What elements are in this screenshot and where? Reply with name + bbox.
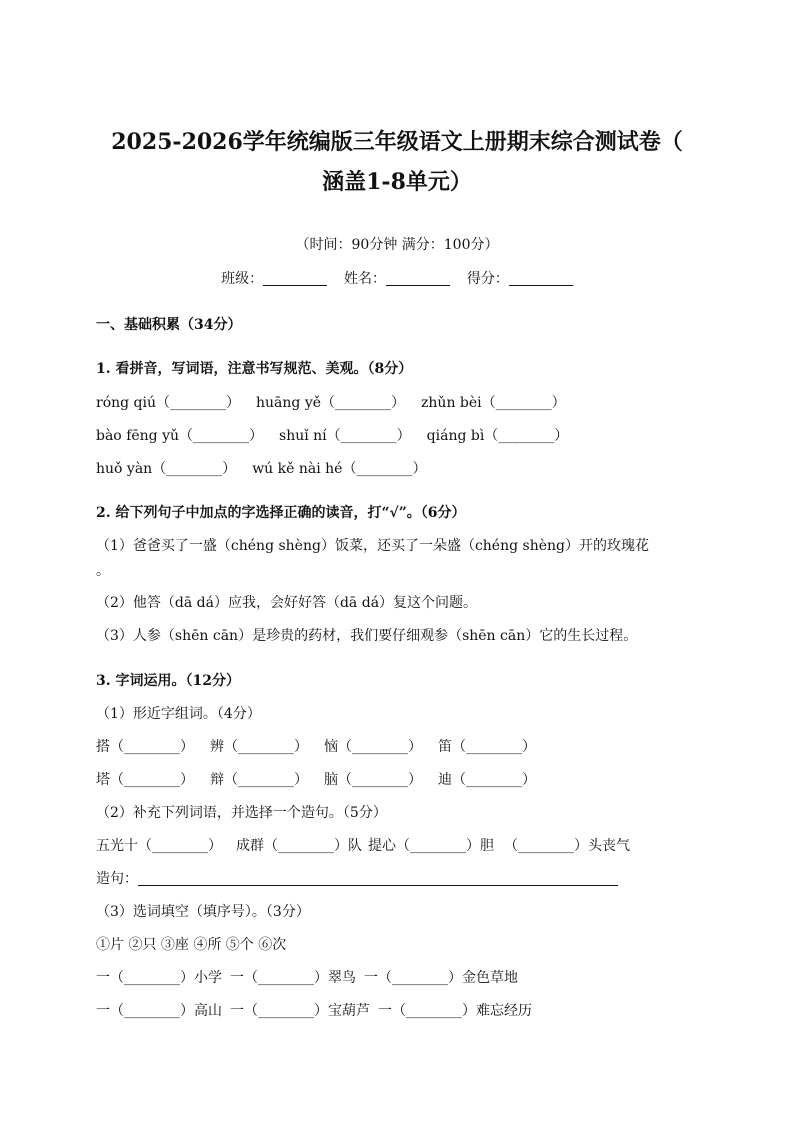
idiom-item[interactable]: 五光十（________） [96,838,222,854]
measure-word-item[interactable]: 一（________）翠鸟 [230,970,356,986]
q1-title: 1. 看拼音，写词语，注意书写规范、美观。（8分） [96,361,413,377]
pinyin-item[interactable]: wú kě nài hé（________） [252,461,427,477]
sentence-label: 造句： [96,871,138,887]
pinyin-item[interactable]: shuǐ ní（________） [279,428,411,444]
q2-sentence-1-end: 。 [96,563,110,579]
q2-sentence-2: （2）他答（dā dá）应我，会好好答（dā dá）复这个问题。 [96,595,478,611]
idiom-item[interactable]: 提心（________）胆 [368,838,494,854]
char-item[interactable]: 笛（________） [438,739,536,755]
q1-row-3 [96,459,426,479]
q3-part-3-row-1 [96,968,518,988]
class-blank[interactable] [263,269,327,286]
q3-part-1-title: （1）形近字组词。（4分） [96,706,261,722]
exam-time-info: （时间：90分钟 满分：100分） [295,237,499,253]
measure-word-item[interactable]: 一（________）难忘经历 [378,1003,532,1019]
q3-part-3-title: （3）选词填空（填序号）。（3分） [96,904,310,920]
sentence-blank[interactable] [138,869,618,886]
score-blank[interactable] [509,269,573,286]
pinyin-item[interactable]: huǒ yàn（________） [96,461,237,477]
class-label: 班级： [221,271,264,287]
idiom-item[interactable]: （________）头丧气 [504,838,630,854]
student-info-row [60,269,734,289]
q3-sentence-line [96,869,618,889]
q3-part-3-row-2 [96,1001,532,1021]
char-item[interactable]: 恼（________） [324,739,422,755]
idiom-item[interactable]: 成群（________）队 [236,838,362,854]
q3-title: 3. 字词运用。（12分） [96,673,240,689]
pinyin-item[interactable]: zhǔn bèi（________） [421,395,566,411]
q3-part-1-row-2 [96,770,536,790]
q2-sentence-3: （3）人参（shēn cān）是珍贵的药材，我们要仔细观参（shēn cān）它的生长过程。 [96,628,638,644]
char-item[interactable]: 迪（________） [438,772,536,788]
pinyin-item[interactable]: huāng yě（________） [256,395,406,411]
pinyin-item[interactable]: róng qiú（________） [96,395,241,411]
q3-part-1-row-1 [96,737,536,757]
char-item[interactable]: 脑（________） [324,772,422,788]
q1-row-2 [96,426,568,446]
pinyin-item[interactable]: bào fēng yǔ（________） [96,428,264,444]
q3-part-2-row [96,836,630,856]
measure-word-item[interactable]: 一（________）宝葫芦 [230,1003,370,1019]
char-item[interactable]: 塔（________） [96,772,194,788]
char-item[interactable]: 搭（________） [96,739,194,755]
score-label: 得分： [466,271,509,287]
char-item[interactable]: 辩（________） [210,772,308,788]
measure-word-item[interactable]: 一（________）小学 [96,970,222,986]
measure-word-item[interactable]: 一（________）金色草地 [364,970,518,986]
exam-title-line-2: 涵盖1-8单元） [322,169,472,195]
q2-title: 2. 给下列句子中加点的字选择正确的读音，打“√”。（6分） [96,505,466,521]
pinyin-item[interactable]: qiáng bì（________） [426,428,569,444]
q3-part-3-options: ①片 ②只 ③座 ④所 ⑤个 ⑥次 [96,937,287,953]
q1-row-1 [96,393,566,413]
exam-title-line-1: 2025-2026学年统编版三年级语文上册期末综合测试卷（ [111,129,683,155]
name-label: 姓名： [344,271,386,287]
q3-part-2-title: （2）补充下列词语，并选择一个造句。（5分） [96,805,387,821]
q2-sentence-1: （1）爸爸买了一盛（chéng shèng）饭菜，还买了一朵盛（chéng shèng）开的玫瑰花 [96,538,649,554]
char-item[interactable]: 辨（________） [210,739,308,755]
section-1-heading: 一、基础积累（34分） [96,317,242,333]
measure-word-item[interactable]: 一（________）高山 [96,1003,222,1019]
name-blank[interactable] [386,269,450,286]
